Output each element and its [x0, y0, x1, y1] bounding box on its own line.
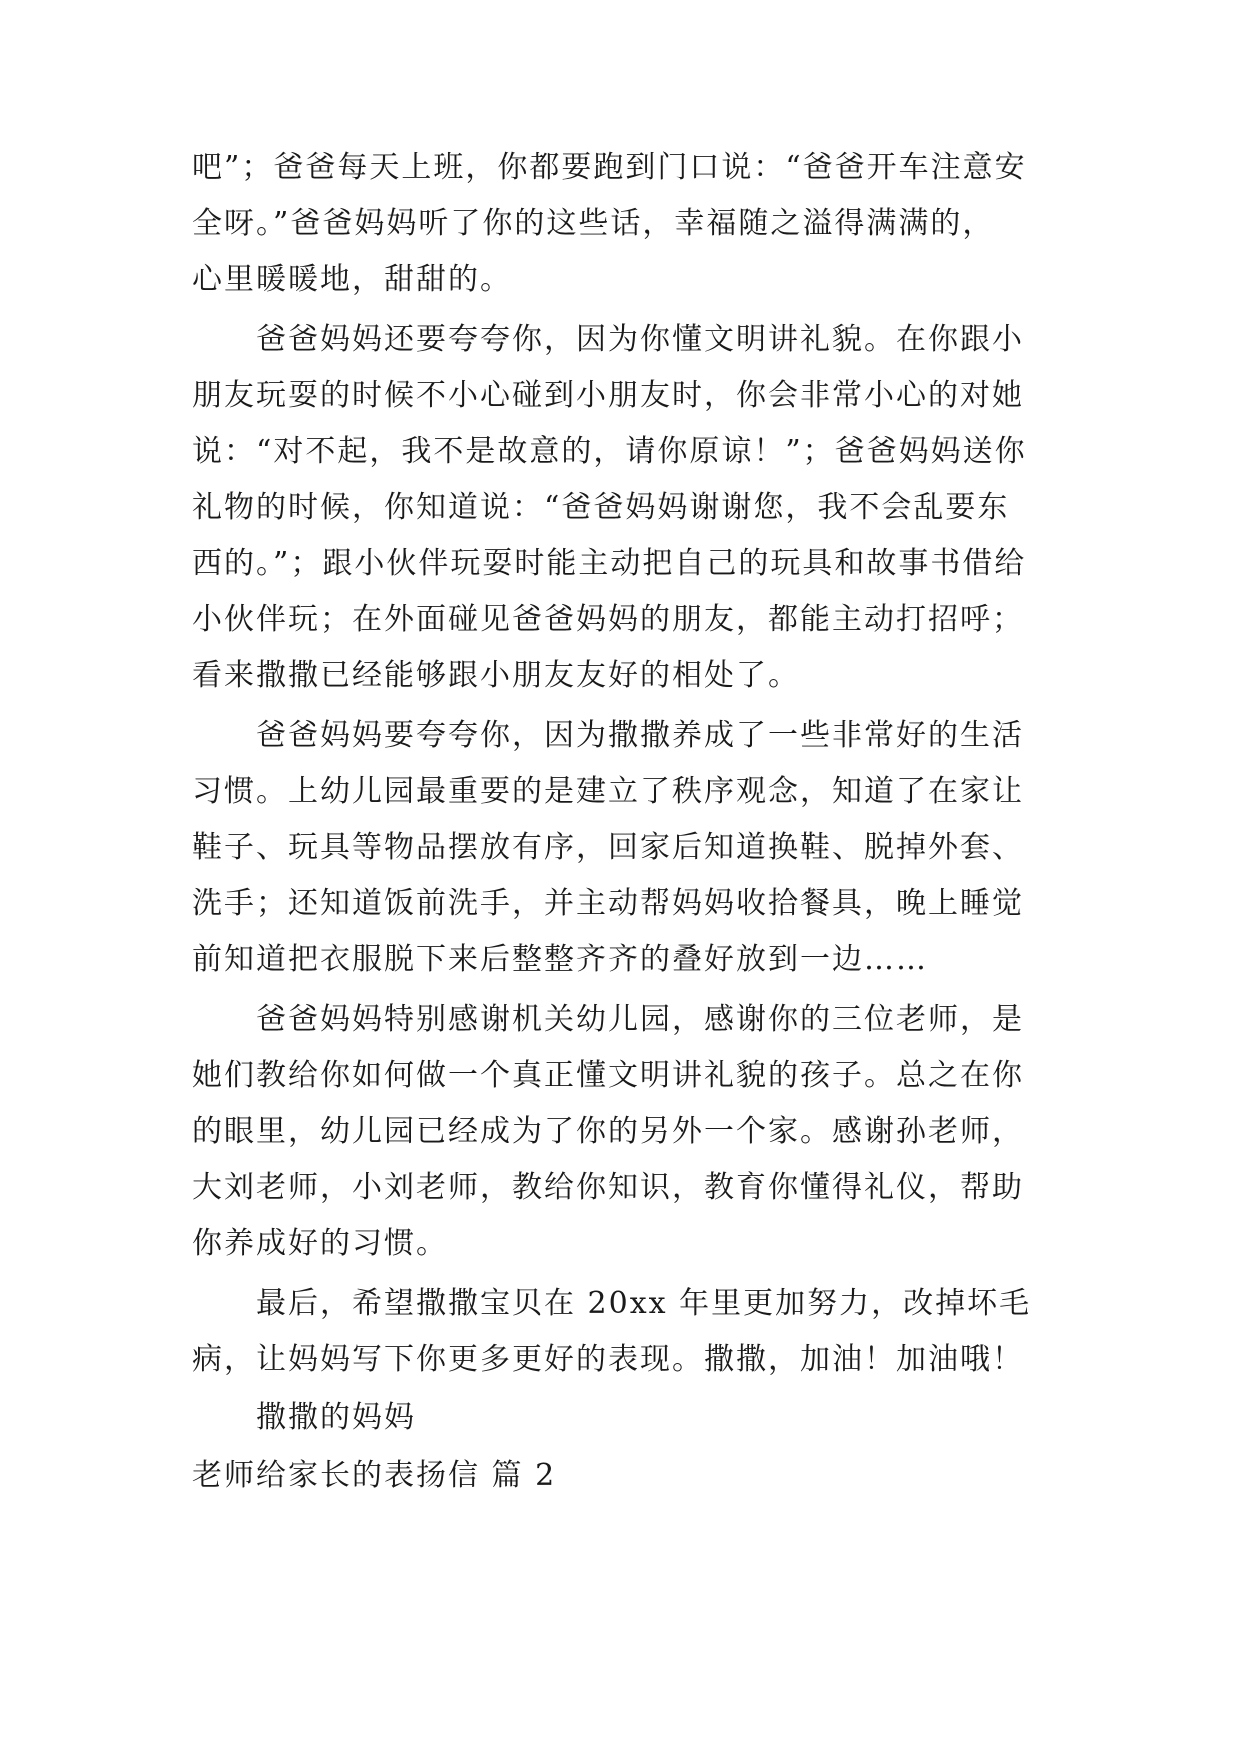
text-line: 鞋子、玩具等物品摆放有序，回家后知道换鞋、脱掉外套、 [192, 830, 1024, 865]
text-line: 吧”；爸爸每天上班，你都要跑到门口说：“爸爸开车注意安 [192, 150, 1027, 185]
signature-line: 撒撒的妈妈 [256, 1400, 416, 1435]
text-line: 小伙伴玩；在外面碰见爸爸妈妈的朋友，都能主动打招呼； [192, 602, 1024, 637]
text-line: 心里暖暖地，甜甜的。 [192, 262, 512, 297]
text-line: 西的。”；跟小伙伴玩耍时能主动把自己的玩具和故事书借给 [192, 546, 1027, 581]
text-line: 礼物的时候，你知道说：“爸爸妈妈谢谢您，我不会乱要东 [192, 490, 1010, 525]
text-line: 大刘老师，小刘老师，教给你知识，教育你懂得礼仪，帮助 [192, 1170, 1024, 1205]
text-line: 说：“对不起，我不是故意的，请你原谅！”；爸爸妈妈送你 [192, 434, 1027, 469]
text-line: 看来撒撒已经能够跟小朋友友好的相处了。 [192, 658, 800, 693]
paragraph-start-line: 爸爸妈妈还要夸夸你，因为你懂文明讲礼貌。在你跟小 [256, 322, 1024, 357]
paragraph-start-line: 爸爸妈妈特别感谢机关幼儿园，感谢你的三位老师，是 [256, 1002, 1024, 1037]
text-line: 前知道把衣服脱下来后整整齐齐的叠好放到一边…… [192, 942, 928, 977]
paragraph-start-line: 最后，希望撒撒宝贝在 20xx 年里更加努力，改掉坏毛 [256, 1286, 1032, 1321]
text-line: 习惯。上幼儿园最重要的是建立了秩序观念，知道了在家让 [192, 774, 1024, 809]
text-line: 全呀。”爸爸妈妈听了你的这些话，幸福随之溢得满满的， [192, 206, 995, 241]
text-line: 朋友玩耍的时候不小心碰到小朋友时，你会非常小心的对她 [192, 378, 1024, 413]
section-heading: 老师给家长的表扬信 篇 2 [192, 1458, 557, 1493]
text-line: 洗手；还知道饭前洗手，并主动帮妈妈收拾餐具，晚上睡觉 [192, 886, 1024, 921]
text-line: 的眼里，幼儿园已经成为了你的另外一个家。感谢孙老师， [192, 1114, 1024, 1149]
text-line: 她们教给你如何做一个真正懂文明讲礼貌的孩子。总之在你 [192, 1058, 1024, 1093]
paragraph-start-line: 爸爸妈妈要夸夸你，因为撒撒养成了一些非常好的生活 [256, 718, 1024, 753]
text-line: 你养成好的习惯。 [192, 1226, 448, 1261]
text-line: 病，让妈妈写下你更多更好的表现。撒撒，加油！加油哦！ [192, 1342, 1024, 1377]
